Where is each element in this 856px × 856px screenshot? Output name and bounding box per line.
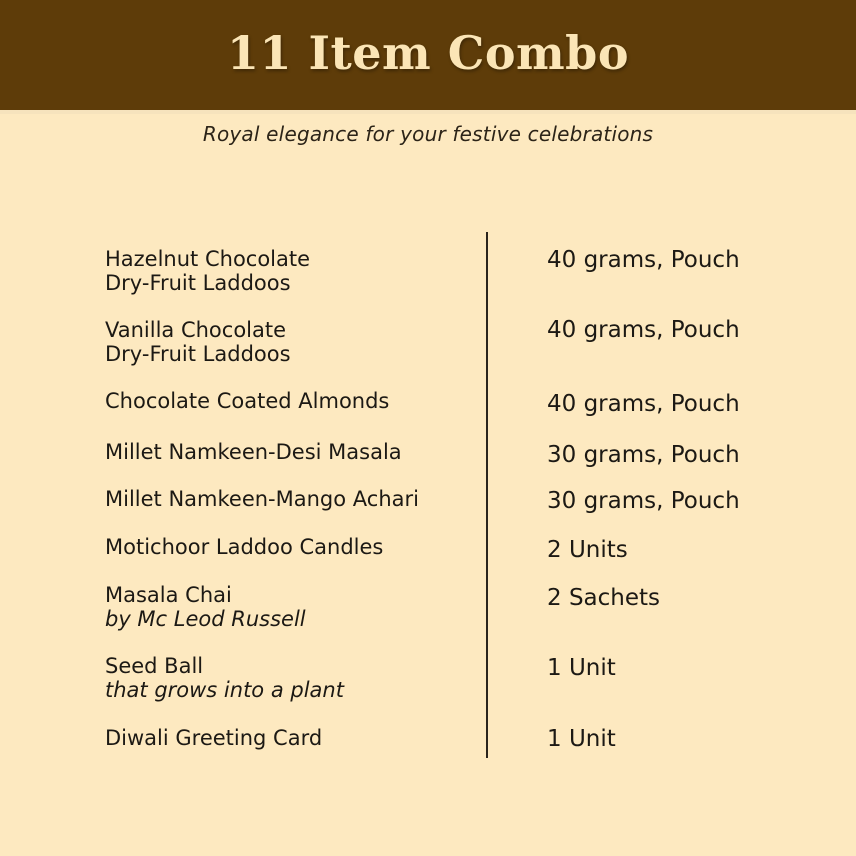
header-banner — [0, 0, 856, 114]
item-name-line: Dry-Fruit Laddoos — [105, 342, 291, 366]
item-name — [105, 440, 475, 464]
item-name-line: Motichoor Laddoo Candles — [105, 535, 384, 559]
item-quantity: 30 grams, Pouch — [547, 442, 740, 468]
item-name — [105, 318, 475, 366]
item-name — [105, 389, 475, 413]
item-quantity: 40 grams, Pouch — [547, 317, 740, 343]
item-name — [105, 535, 475, 559]
item-name-line: Masala Chai — [105, 583, 232, 607]
item-name — [105, 247, 475, 295]
item-name-line: Millet Namkeen-Mango Achari — [105, 487, 419, 511]
item-quantity: 40 grams, Pouch — [547, 391, 740, 417]
item-quantity: 1 Unit — [547, 655, 616, 681]
item-name-line: Diwali Greeting Card — [105, 726, 323, 750]
page-title: 11 Item Combo — [226, 26, 630, 80]
item-name-line: Chocolate Coated Almonds — [105, 389, 390, 413]
item-quantity: 2 Sachets — [547, 585, 661, 611]
item-name-line: Dry-Fruit Laddoos — [105, 271, 291, 295]
item-name — [105, 583, 475, 631]
item-name-line: Hazelnut Chocolate — [105, 247, 311, 271]
item-name — [105, 487, 475, 511]
page-subtitle: Royal elegance for your festive celebrations — [202, 122, 654, 146]
item-quantity: 2 Units — [547, 537, 628, 563]
item-name-line: Millet Namkeen-Desi Masala — [105, 440, 402, 464]
item-name-line: Seed Ball — [105, 654, 204, 678]
item-quantity: 40 grams, Pouch — [547, 247, 740, 273]
item-name-line: Vanilla Chocolate — [105, 318, 287, 342]
item-note: that grows into a plant — [105, 678, 344, 702]
item-name — [105, 726, 475, 750]
item-note: by Mc Leod Russell — [105, 607, 306, 631]
item-quantity: 30 grams, Pouch — [547, 488, 740, 514]
column-divider — [486, 232, 488, 758]
item-name — [105, 654, 475, 702]
item-quantity: 1 Unit — [547, 726, 616, 752]
